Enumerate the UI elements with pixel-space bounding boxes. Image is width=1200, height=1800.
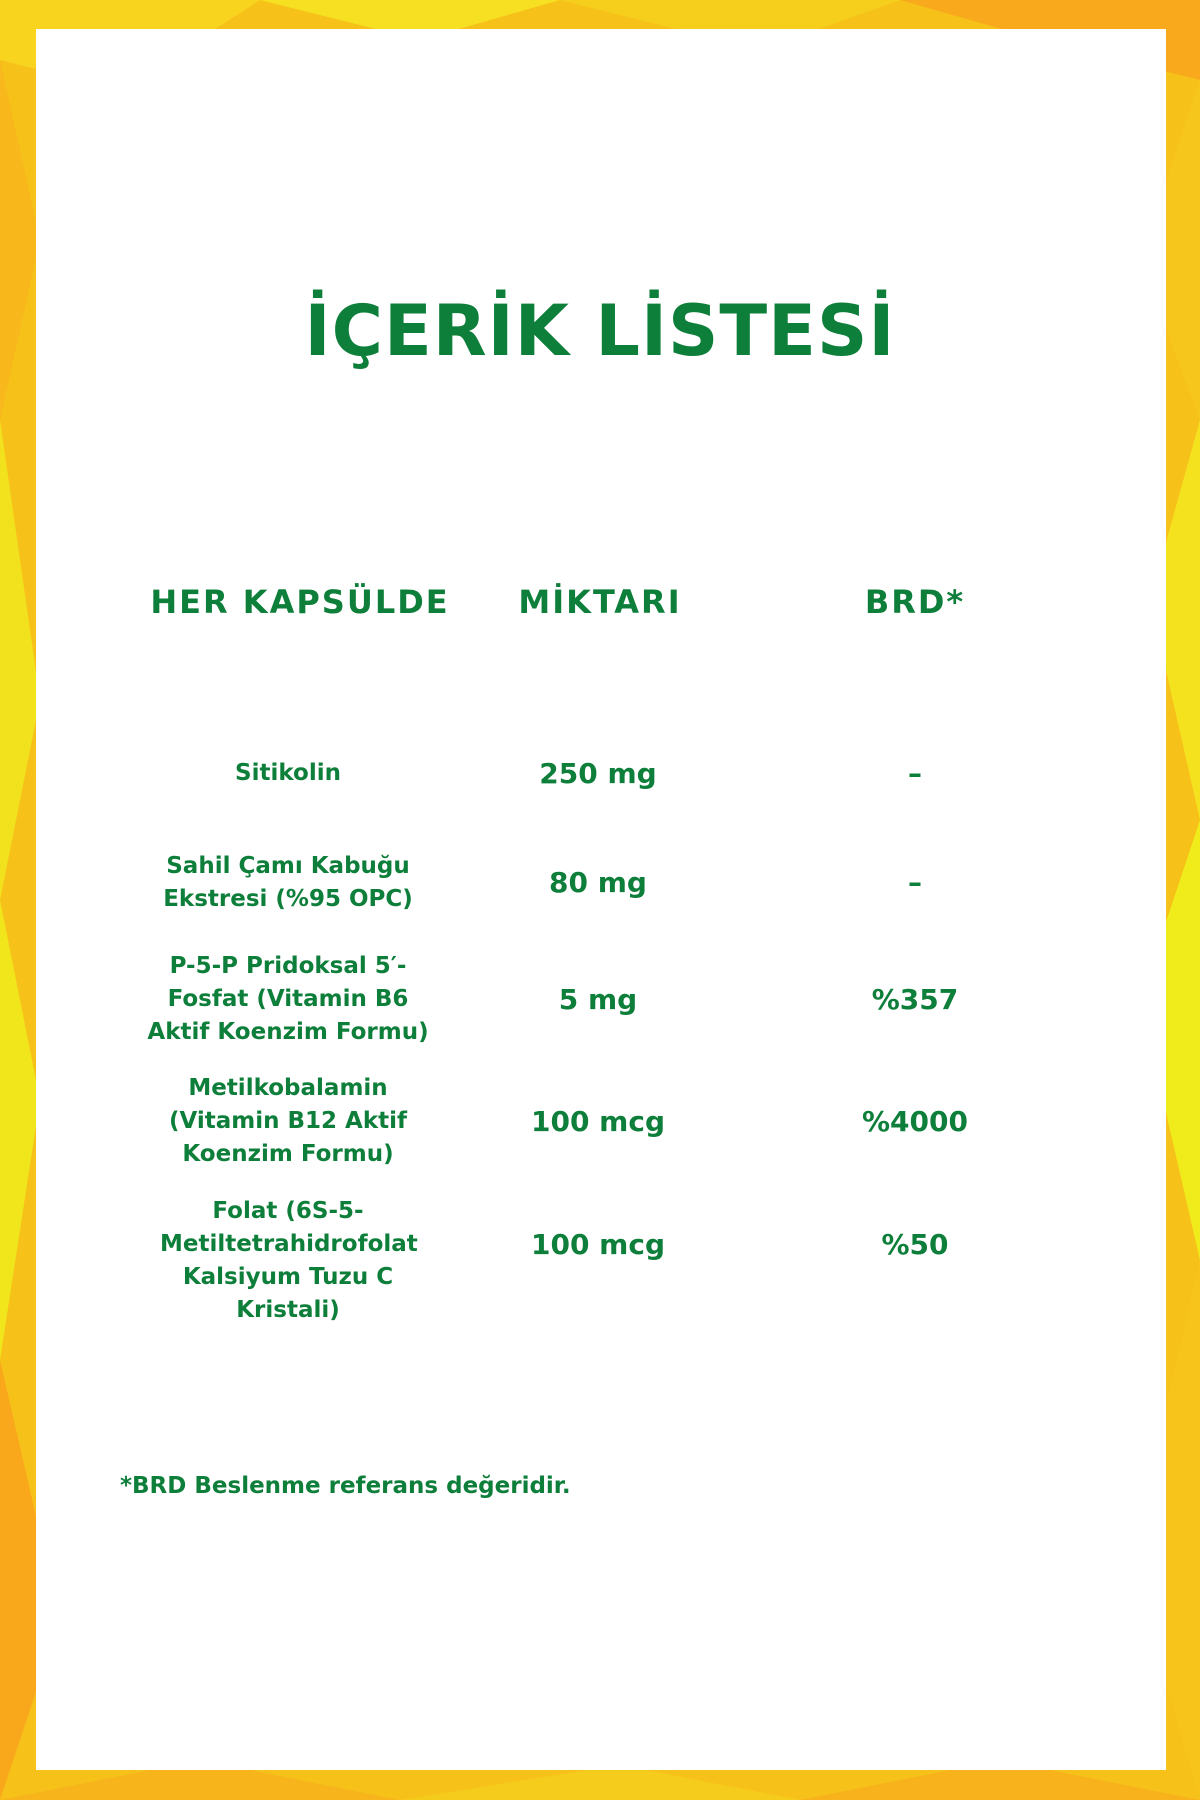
ingredient-amount: 80 mg (549, 866, 647, 899)
ingredient-amount: 100 mcg (530, 1105, 665, 1138)
ingredient-amount: 5 mg (558, 983, 638, 1016)
ingredient-name: Sahil Çamı Kabuğu Ekstresi (%95 OPC) (163, 853, 413, 912)
ingredient-brd: – (908, 866, 922, 899)
brd-footnote: *BRD Beslenme referans değeridir. (120, 1473, 571, 1499)
ingredient-name: P-5-P Pridoksal 5′-Fosfat (Vitamin B6 Aktif Koenzim Formu) (147, 953, 429, 1045)
ingredient-brd: – (908, 757, 922, 790)
column-header-brd: BRD* (864, 583, 966, 621)
ingredient-brd: %50 (881, 1228, 949, 1261)
ingredient-name: Sitikolin (235, 760, 341, 786)
ingredient-name: Folat (6S-5-Metiltetrahidrofolat Kalsiyum Tuzu C Kristali) (160, 1198, 418, 1323)
ingredient-amount: 100 mcg (530, 1228, 665, 1261)
column-header-ingredient: HER KAPSÜLDE (150, 583, 450, 621)
ingredient-amount: 250 mg (539, 757, 657, 790)
ingredient-brd: %357 (871, 983, 959, 1016)
ingredient-brd: %4000 (862, 1105, 968, 1138)
column-header-amount: MİKTARI (518, 583, 682, 621)
page-title: İÇERİK LİSTESİ (304, 290, 896, 372)
ingredient-name: Metilkobalamin (Vitamin B12 Aktif Koenzim Formu) (168, 1075, 408, 1167)
